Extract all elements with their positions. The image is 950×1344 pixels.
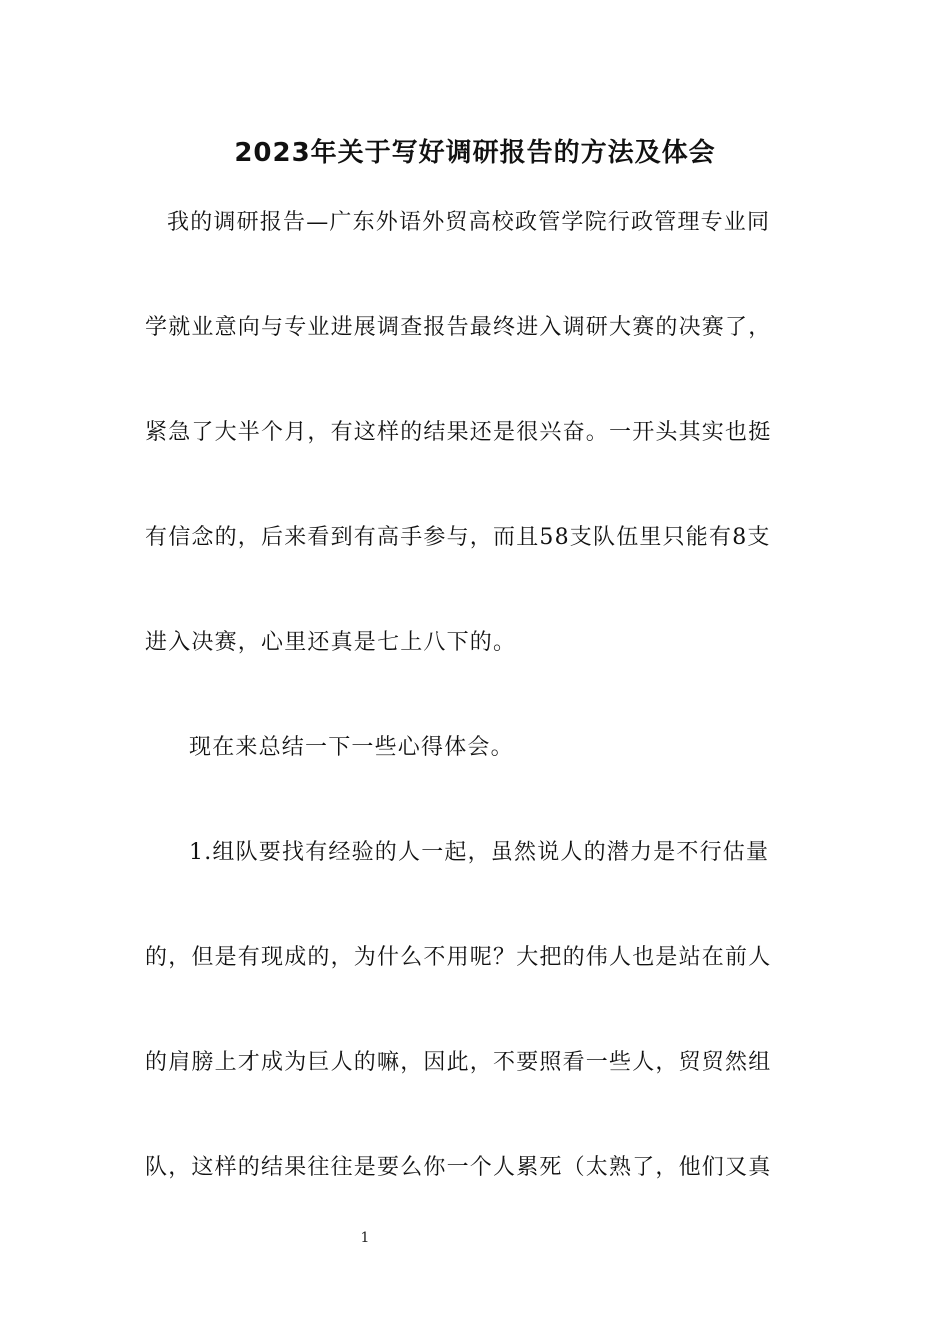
document-body: [145, 205, 807, 1255]
paragraph-line: 队，这样的结果往往是要么你一个人累死（太熟了，他们又真: [145, 1155, 772, 1180]
paragraph-line: 紧急了大半个月，有这样的结果还是很兴奋。一开头其实也挺: [145, 420, 772, 445]
paragraph-line: 现在来总结一下一些心得体会。: [189, 735, 514, 760]
paragraph-line: 的肩膀上才成为巨人的嘛，因此，不要照看一些人，贸贸然组: [145, 1050, 772, 1075]
paragraph-line: 我的调研报告—广东外语外贸高校政管学院行政管理专业同: [167, 210, 771, 235]
page-number: 1: [360, 1230, 370, 1246]
paragraph-line: 1.组队要找有经验的人一起，虽然说人的潜力是不行估量: [189, 840, 770, 865]
paragraph-line: 学就业意向与专业进展调查报告最终进入调研大赛的决赛了，: [145, 315, 772, 340]
document-title: 2023年关于写好调研报告的方法及体会: [234, 138, 716, 168]
paragraph-line: 有信念的，后来看到有高手参与，而且58支队伍里只能有8支: [145, 525, 771, 550]
paragraph-line: 的，但是有现成的，为什么不用呢？大把的伟人也是站在前人: [145, 945, 772, 970]
paragraph-line: 进入决赛，心里还真是七上八下的。: [145, 630, 517, 655]
